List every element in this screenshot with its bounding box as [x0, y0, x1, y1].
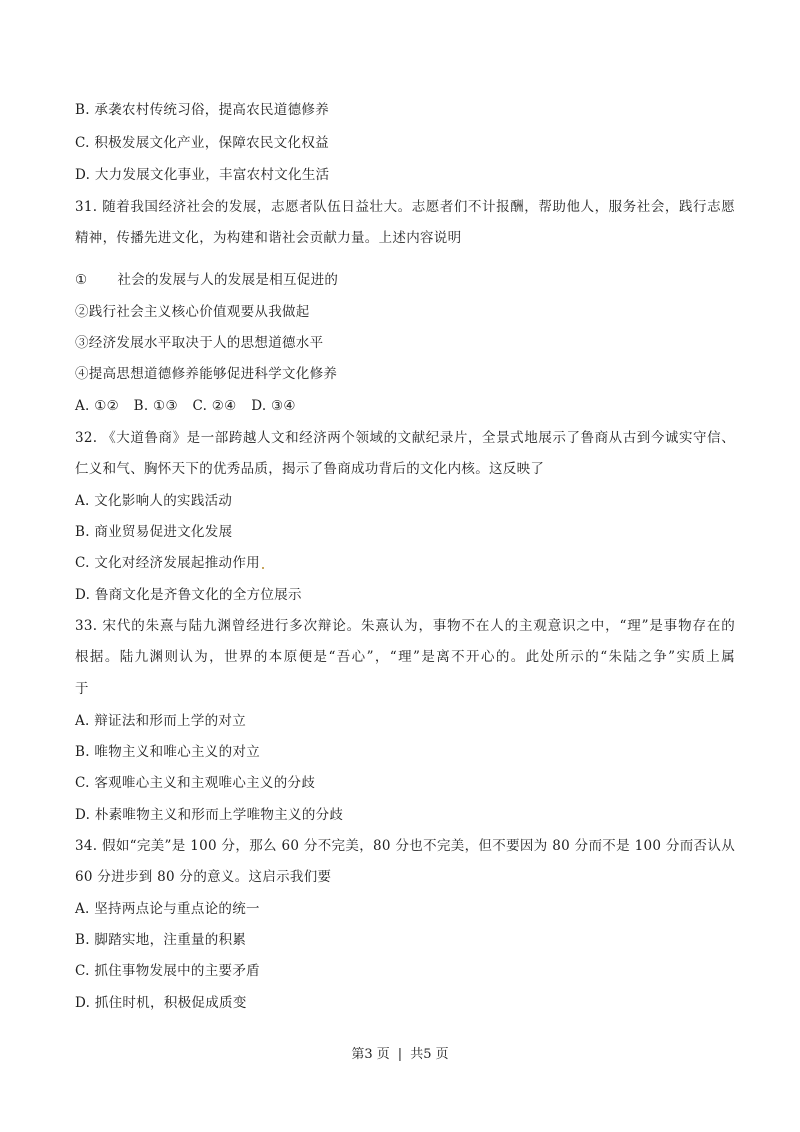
q30-option-b: B. 承袭农村传统习俗，提高农民道德修养 [75, 102, 330, 118]
q32-stem-line1: 32. 《大道鲁商》是一部跨越人文和经济两个领域的文献纪录片，全景式地展示了鲁商从古到今诚实守信、 [75, 430, 735, 446]
q31-item-2: ②践行社会主义核心价值观要从我做起 [75, 304, 310, 320]
q30-option-c: C. 积极发展文化产业，保障农民文化权益 [75, 135, 329, 151]
q33-option-c: C. 客观唯心主义和主观唯心主义的分歧 [75, 775, 316, 791]
q31-item-4: ④提高思想道德修养能够促进科学文化修养 [75, 366, 338, 382]
q32-option-c: C. 文化对经济发展起推动作用 [75, 555, 260, 571]
q34-stem-line1: 34. 假如“完美”是 100 分，那么 60 分不完美，80 分也不完美，但不要因为 80 分而不是 100 分而否认从 [75, 838, 735, 854]
q31-choice-a: A. ①② [75, 398, 120, 414]
stray-mark [262, 567, 264, 569]
q31-item-3: ③经济发展水平取决于人的思想道德水平 [75, 335, 324, 351]
q31-choice-b: B. ①③ [133, 398, 178, 414]
q31-choices [75, 396, 735, 416]
q34-option-d: D. 抓住时机，积极促成质变 [75, 995, 247, 1011]
page-total: 共5 页 [410, 1047, 449, 1062]
q31-stem-line2: 精神，传播先进文化，为构建和谐社会贡献力量。上述内容说明 [75, 230, 462, 246]
page-number: 第3 页 [351, 1047, 390, 1062]
q34-option-c: C. 抓住事物发展中的主要矛盾 [75, 963, 260, 979]
q31-item-1-text: 社会的发展与人的发展是相互促进的 [117, 272, 339, 288]
q32-option-d: D. 鲁商文化是齐鲁文化的全方位展示 [75, 587, 302, 603]
q32-option-b: B. 商业贸易促进文化发展 [75, 524, 233, 540]
q33-option-b: B. 唯物主义和唯心主义的对立 [75, 744, 261, 760]
q32-stem-line2: 仁义和气、胸怀天下的优秀品质，揭示了鲁商成功背后的文化内核。这反映了 [75, 461, 545, 477]
q31-choice-c: C. ②④ [192, 398, 237, 414]
q31-item-1-mark: ① [75, 272, 88, 288]
q31-stem-line1: 31. 随着我国经济社会的发展，志愿者队伍日益壮大。志愿者们不计报酬，帮助他人，服务社会，践行志愿 [75, 199, 735, 215]
q33-option-a: A. 辩证法和形而上学的对立 [75, 713, 247, 729]
q31-choice-d: D. ③④ [251, 398, 296, 414]
q34-option-a: A. 坚持两点论与重点论的统一 [75, 901, 260, 917]
q33-stem-line1: 33. 宋代的朱熹与陆九渊曾经进行多次辩论。朱熹认为，事物不在人的主观意识之中，“理”是事物存在的 [75, 618, 735, 634]
q33-option-d: D. 朴素唯物主义和形而上学唯物主义的分歧 [75, 807, 344, 823]
q33-stem-line2: 根据。陆九渊则认为，世界的本原便是“吾心”，“理”是离不开心的。此处所示的“朱陆之争”实质上属 [75, 649, 735, 665]
q33-stem-line3: 于 [75, 681, 89, 697]
page-footer [0, 1045, 800, 1065]
q31-item-1 [75, 270, 735, 290]
q32-option-a: A. 文化影响人的实践活动 [75, 493, 233, 509]
footer-separator: | [397, 1047, 403, 1062]
q34-stem-line2: 60 分进步到 80 分的意义。这启示我们要 [75, 869, 332, 885]
q30-option-d: D. 大力发展文化事业，丰富农村文化生活 [75, 167, 330, 183]
q34-option-b: B. 脚踏实地，注重量的积累 [75, 932, 247, 948]
